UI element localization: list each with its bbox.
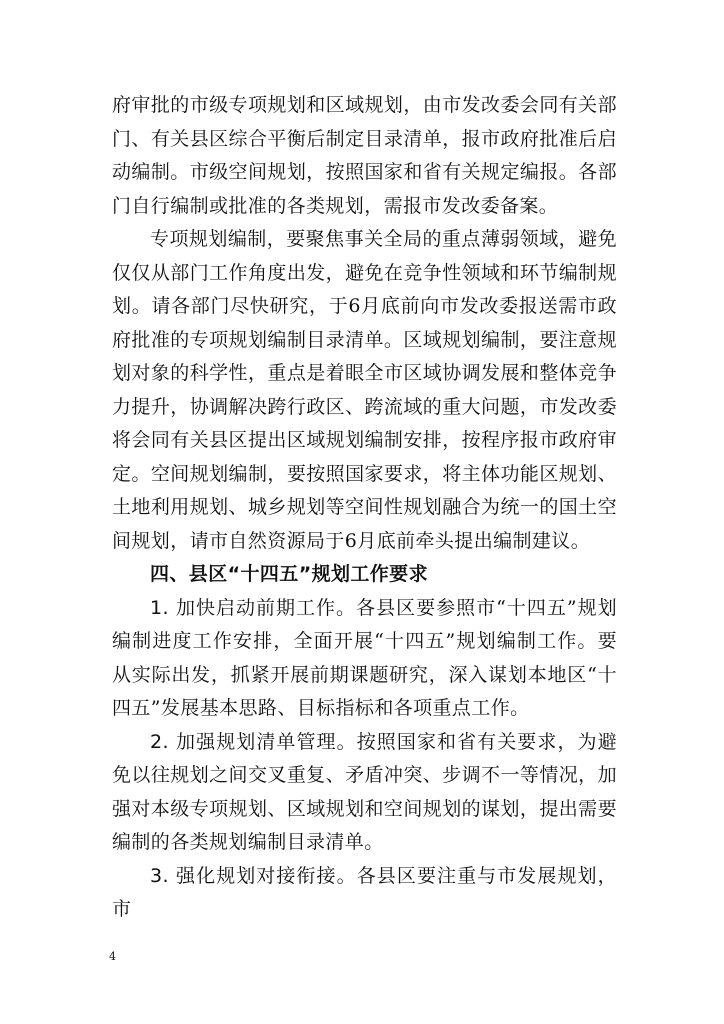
- paragraph-intro: 府审批的市级专项规划和区域规划，由市发改委会同有关部门、有关县区综合平衡后制定目录清单，报市政府批准后启动编制。市级空间规划，按照国家和省有关规定编报。各部门自行编制或批准的各类规划，需报市发改委备案。: [112, 94, 617, 217]
- list-item-2-text: 按照国家和省有关要求，为避免以往规划之间交叉重复、矛盾冲突、步调不一等情况，加强对本级专项规划、区域规划和空间规划的谋划，提出需要编制的各类规划编制目录清单。: [112, 730, 618, 853]
- document-body: [112, 89, 617, 927]
- list-item-3-text: 各县区要注重与市发展规划，市: [112, 864, 618, 920]
- list-item-3-title: 3. 强化规划对接衔接。: [150, 864, 357, 887]
- paragraph-special-planning: 专项规划编制，要聚焦事关全局的重点薄弱领域，避免仅仅从部门工作角度出发，避免在竞争性领域和环节编制规划。请各部门尽快研究，于6月底前向市发改委报送需市政府批准的专项规划编制目录清单。区域规划编制，要注意规划对象的科学性，重点是着眼全市区域协调发展和整体竞争力提升，协调解决跨行政区、跨流域的重大问题，市发改委将会同有关县区提出区域规划编制安排，按程序报市政府审定。空间规划编制，要按照国家要求，将主体功能区规划、土地利用规划、城乡规划等空间性规划融合为统一的国土空间规划，请市自然资源局于6月底前牵头提出编制建议。: [112, 228, 617, 552]
- list-item-3: [112, 860, 617, 927]
- list-item-1-text: 各县区要参照市“十四五”规划编制进度工作安排，全面开展“十四五”规划编制工作。要从实际出发，抓紧开展前期课题研究，深入谋划本地区“十四五”发展基本思路、目标指标和各项重点工作。: [112, 596, 618, 719]
- section-heading: 四、县区“十四五”规划工作要求: [150, 563, 428, 585]
- page-number: 4: [109, 950, 116, 963]
- list-item-2: [112, 726, 617, 860]
- list-item-1-title: 1. 加快启动前期工作。: [150, 596, 357, 619]
- list-item-1: [112, 592, 617, 726]
- list-item-2-title: 2. 加强规划清单管理。: [150, 730, 357, 753]
